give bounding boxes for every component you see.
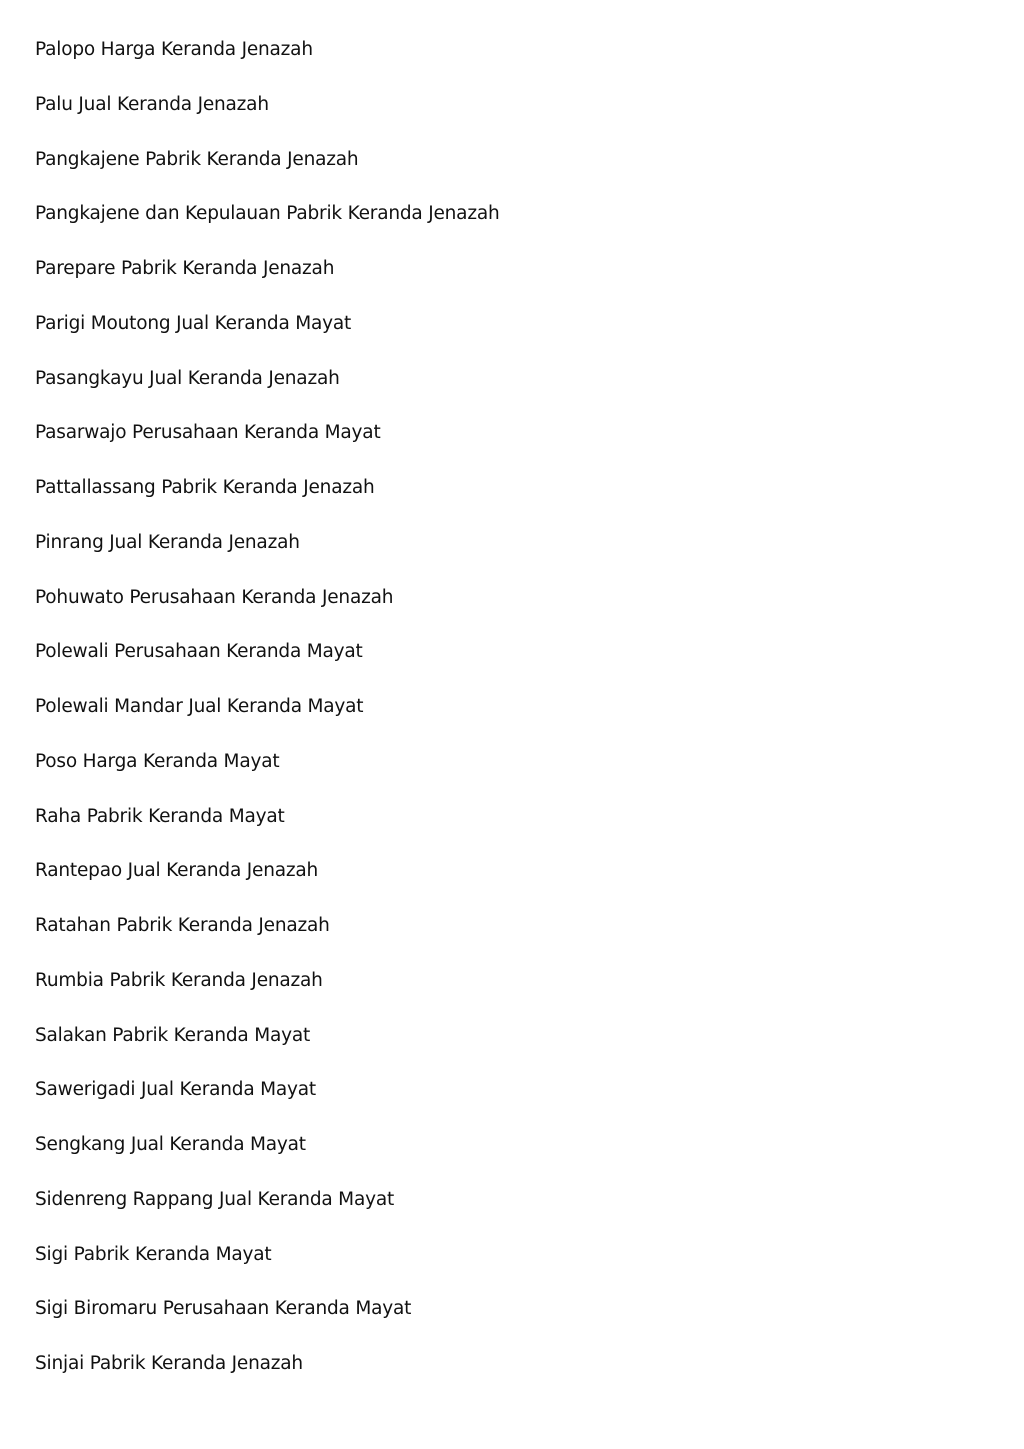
list-item: Pohuwato Perusahaan Keranda Jenazah (35, 586, 394, 608)
list-item: Palu Jual Keranda Jenazah (35, 93, 269, 115)
entry-list (35, 36, 500, 1405)
list-item: Sinjai Pabrik Keranda Jenazah (35, 1353, 303, 1374)
list-item: Sengkang Jual Keranda Mayat (35, 1134, 306, 1155)
list-item: Pangkajene dan Kepulauan Pabrik Keranda Jenazah (35, 203, 500, 225)
list-item: Pasarwajo Perusahaan Keranda Mayat (35, 422, 381, 444)
list-item: Parigi Moutong Jual Keranda Mayat (35, 312, 352, 334)
list-item: Sidenreng Rappang Jual Keranda Mayat (35, 1188, 395, 1210)
list-item: Sawerigadi Jual Keranda Mayat (35, 1079, 316, 1101)
list-item: Polewali Perusahaan Keranda Mayat (35, 641, 363, 663)
list-item: Poso Harga Keranda Mayat (35, 750, 280, 772)
list-item: Sigi Biromaru Perusahaan Keranda Mayat (35, 1298, 412, 1320)
list-item: Ratahan Pabrik Keranda Jenazah (35, 915, 330, 936)
list-item: Rumbia Pabrik Keranda Jenazah (35, 969, 323, 991)
list-item: Pasangkayu Jual Keranda Jenazah (35, 367, 340, 389)
list-item: Pattallassang Pabrik Keranda Jenazah (35, 477, 375, 498)
list-item: Raha Pabrik Keranda Mayat (35, 805, 285, 827)
list-item: Palopo Harga Keranda Jenazah (35, 39, 313, 60)
list-item: Rantepao Jual Keranda Jenazah (35, 860, 319, 882)
list-item: Pinrang Jual Keranda Jenazah (35, 531, 300, 553)
list-item: Parepare Pabrik Keranda Jenazah (35, 258, 335, 279)
list-item: Pangkajene Pabrik Keranda Jenazah (35, 148, 359, 170)
list-item: Sigi Pabrik Keranda Mayat (35, 1243, 272, 1265)
list-item: Polewali Mandar Jual Keranda Mayat (35, 696, 364, 717)
list-item: Salakan Pabrik Keranda Mayat (35, 1024, 311, 1046)
